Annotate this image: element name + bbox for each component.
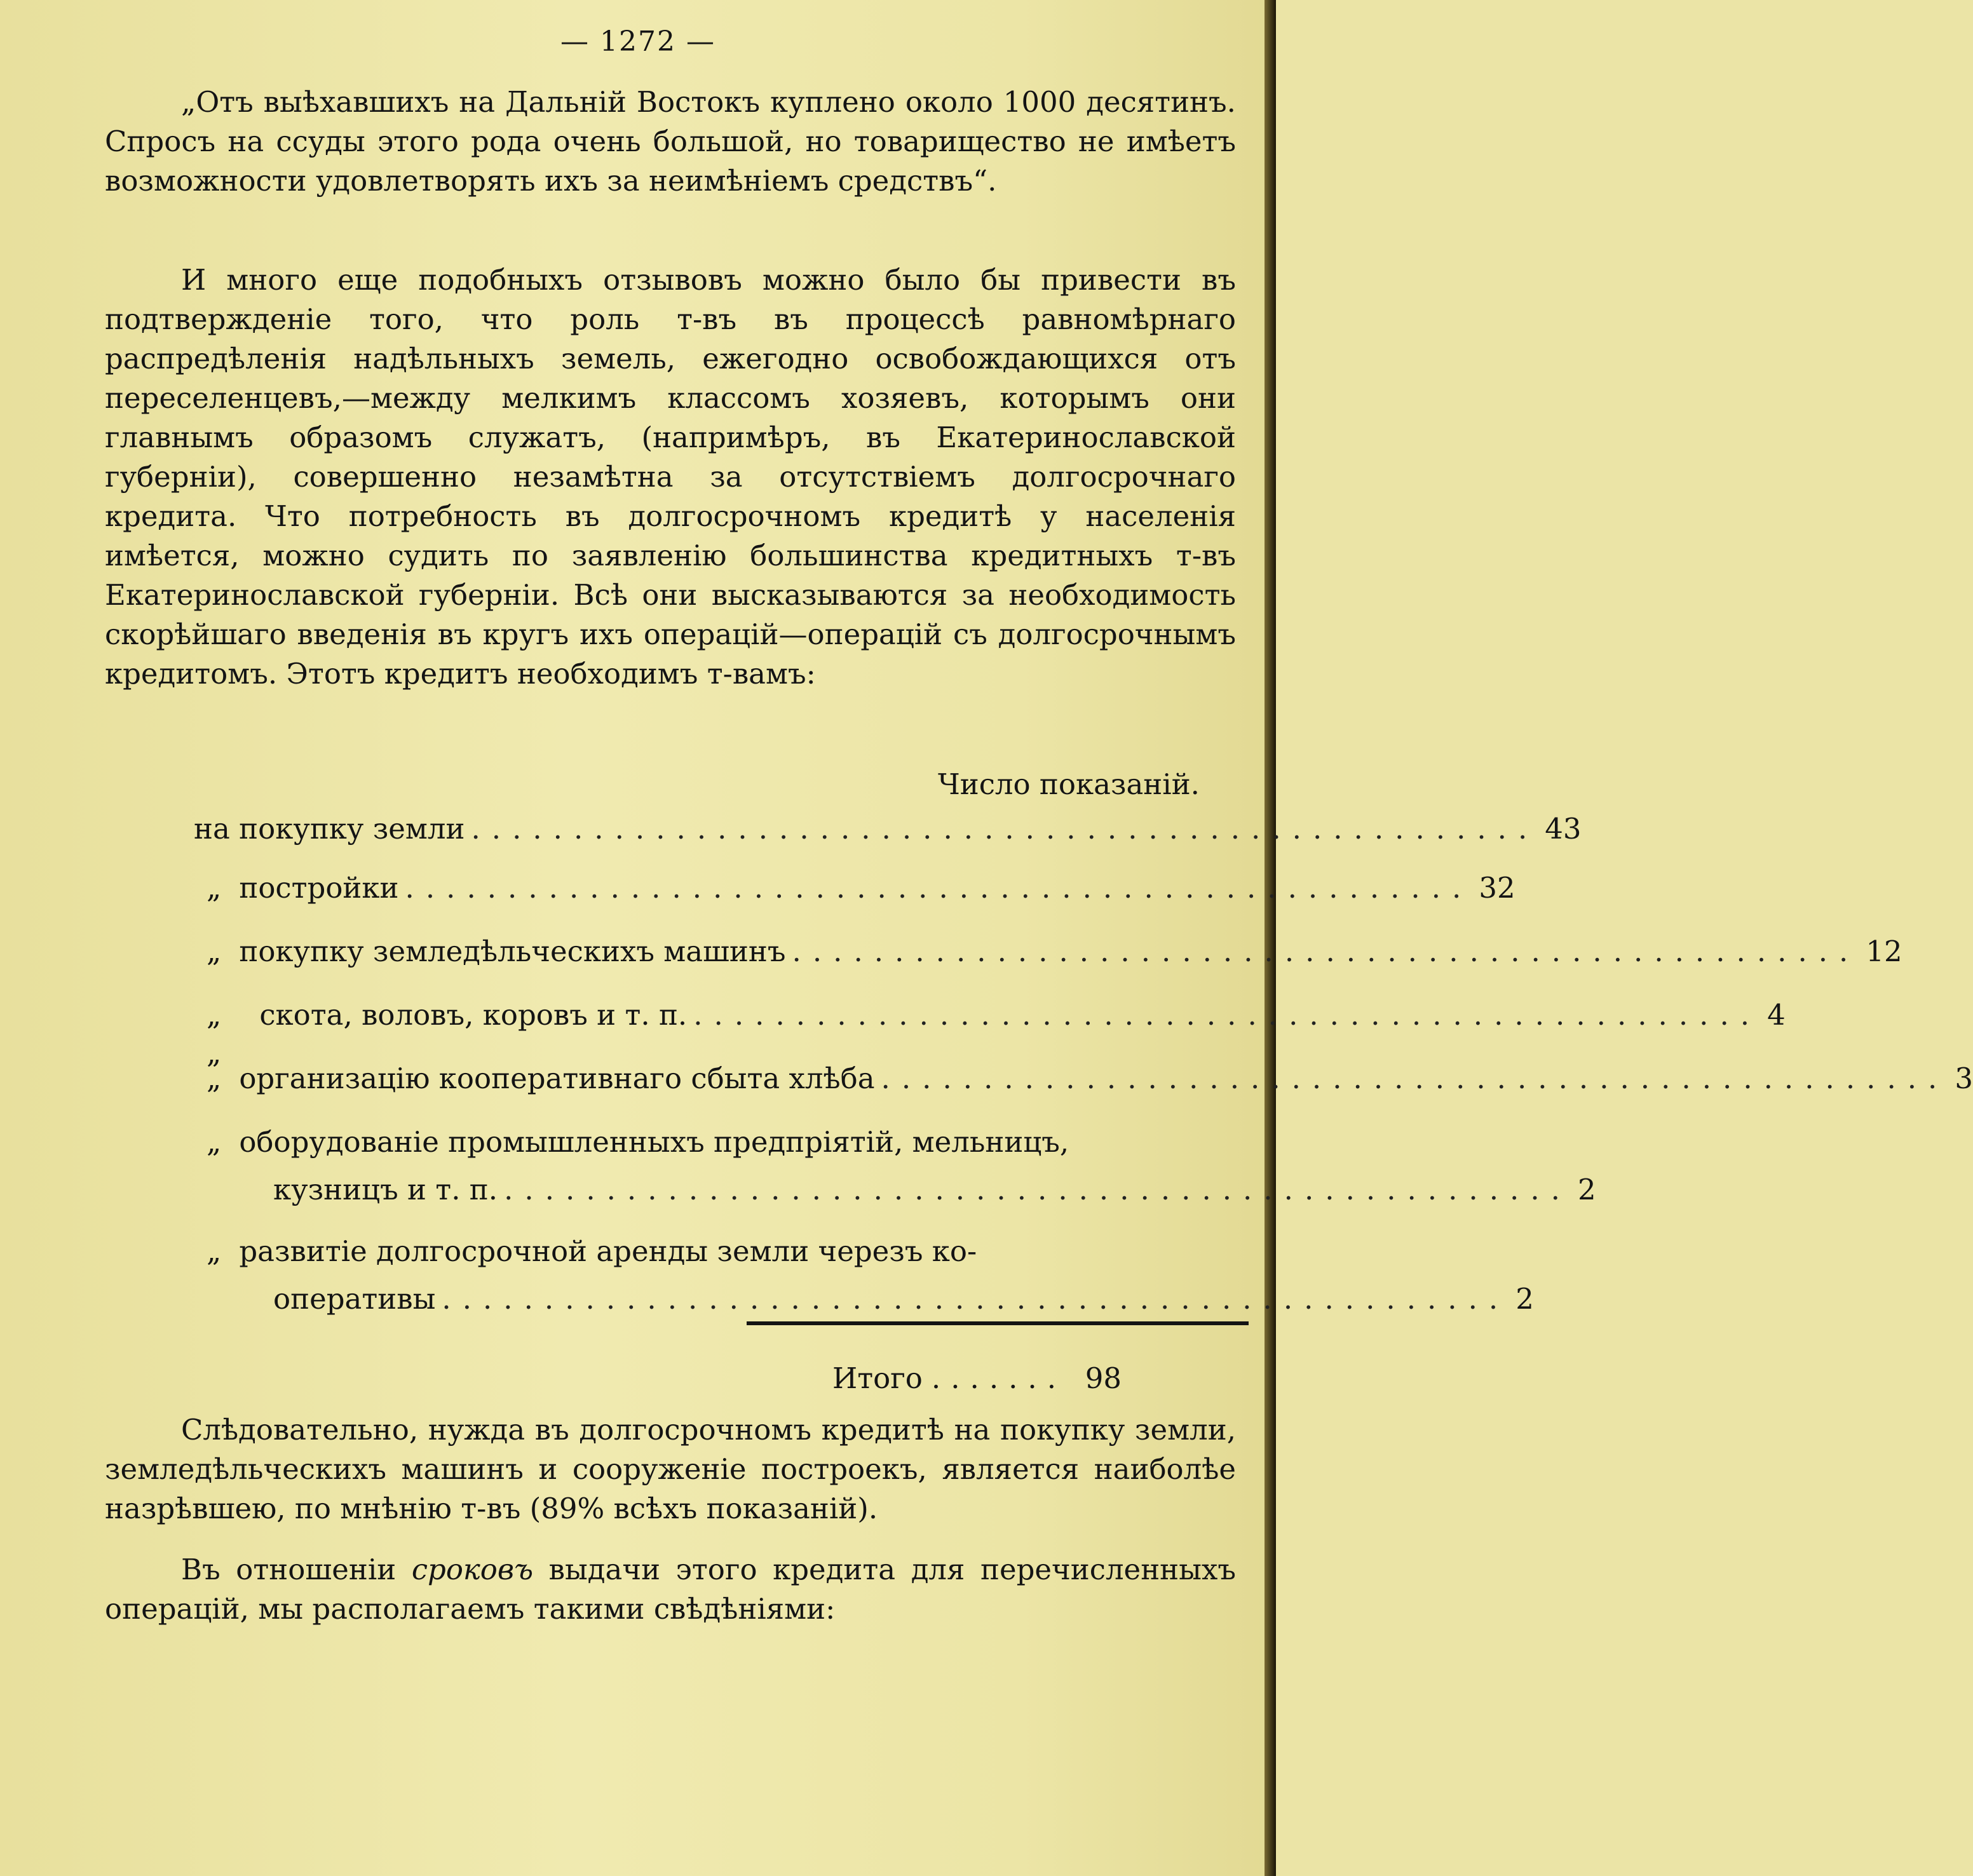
leader-dots: ....................................................: [471, 812, 1539, 846]
paragraph-2-text: И много еще подобныхъ отзывовъ можно было бы привести въ подтвержденіе того, что роль т-въ въ процессѣ равномѣрнаго распредѣленія надѣльныхъ земель, ежегодно освобождающихся отъ переселенцевъ,—между мелкимъ классомъ хозяевъ, которымъ они главнымъ образомъ служатъ, (напримѣръ, въ Екатеринославской губерніи), совершенно незамѣтна за отсутствіемъ долгосрочнаго кредита. Что потребность въ долгосрочномъ кредитѣ у населенія имѣется, можно судить по заявленію большинства кредитныхъ т-въ Екатеринославской губерніи. Всѣ они высказываются за необходимость скорѣйшаго введенія въ кругъ ихъ операцій—операцій съ долгосрочнымъ кредитомъ. Этотъ кредитъ необходимъ т-вамъ:: [105, 263, 1236, 691]
row-value: 12: [1866, 935, 1902, 968]
ditto-mark: „: [207, 1234, 222, 1268]
row-value: 4: [1767, 998, 1786, 1032]
row-value: 2: [1515, 1282, 1534, 1316]
paragraph-terms: [105, 1550, 1236, 1629]
row-label: постройки: [239, 871, 399, 905]
total-label: Итого: [832, 1361, 923, 1395]
page-number: — 1272 —: [560, 25, 715, 58]
table-row-continuation: [273, 1280, 1534, 1318]
paragraph-4-end: выдачи этого кредита для перечисленныхъ операцій, мы располагаемъ такими свѣдѣніями:: [105, 1553, 1236, 1626]
row-value: 43: [1545, 812, 1582, 846]
paragraph-quote: [105, 83, 1236, 201]
ditto-mark: „: [207, 871, 222, 905]
row-label: покупку земледѣльческихъ машинъ: [239, 935, 786, 968]
table-row: [207, 1123, 1122, 1161]
row-value: 3: [1955, 1062, 1973, 1095]
ditto-mark: „ „: [207, 998, 222, 1070]
table-row: [207, 869, 1515, 907]
row-label-continued: кузницъ и т. п.: [273, 1173, 498, 1206]
row-label: развитіе долгосрочной аренды земли черезъ ко-: [239, 1234, 977, 1268]
row-label: скота, воловъ, коровъ и т. п.: [259, 998, 688, 1032]
ditto-mark: „: [207, 1062, 222, 1095]
leader-dots: .......: [931, 1361, 1067, 1395]
leader-dots: ....................................................: [504, 1173, 1571, 1206]
paragraph-3-text: Слѣдовательно, нужда въ долгосрочномъ кредитѣ на покупку земли, земледѣльческихъ машинъ и сооруженіе построекъ, является наиболѣе назрѣвшею, по мнѣнію т-въ (89% всѣхъ показаній).: [105, 1413, 1236, 1525]
total-value: 98: [1085, 1361, 1122, 1395]
table-row: [207, 933, 1902, 971]
row-value: 2: [1577, 1173, 1596, 1206]
paragraph-1-text: „Отъ выѣхавшихъ на Дальній Востокъ куплено около 1000 десятинъ. Спросъ на ссуды этого рода очень большой, но товарищество не имѣетъ возможности удовлетворять ихъ за неимѣніемъ средствъ“.: [105, 85, 1236, 198]
paragraph-conclusion: [105, 1410, 1236, 1528]
row-label: оборудованіе промышленныхъ предпріятій, мельницъ,: [239, 1125, 1069, 1159]
leader-dots: ....................................................: [792, 935, 1860, 968]
row-label: на покупку земли: [194, 812, 465, 846]
row-label-continued: оперативы: [273, 1282, 436, 1316]
table-row: [207, 1060, 1973, 1098]
paragraph-4-start: Въ отношеніи: [181, 1553, 397, 1586]
total-divider-rule: [747, 1321, 1249, 1325]
table-row: [194, 810, 1582, 848]
ditto-mark: „: [207, 1125, 222, 1159]
leader-dots: ....................................................: [442, 1282, 1510, 1316]
leader-dots: ....................................................: [405, 871, 1473, 905]
table-column-header: Число показаній.: [937, 767, 1200, 801]
paragraph-4-emphasis: сроковъ: [411, 1553, 534, 1586]
ditto-mark: „: [207, 935, 222, 968]
row-value: 32: [1479, 871, 1515, 905]
table-row: [207, 1232, 1122, 1271]
table-row-continuation: [273, 1171, 1596, 1209]
row-label: организацію кооперативнаго сбыта хлѣба: [239, 1062, 875, 1095]
leader-dots: ....................................................: [881, 1062, 1949, 1095]
leader-dots: ....................................................: [693, 998, 1761, 1032]
table-total-row: [832, 1360, 1122, 1398]
paragraph-main: [105, 260, 1236, 694]
paragraph-4-text: [105, 1550, 1236, 1629]
